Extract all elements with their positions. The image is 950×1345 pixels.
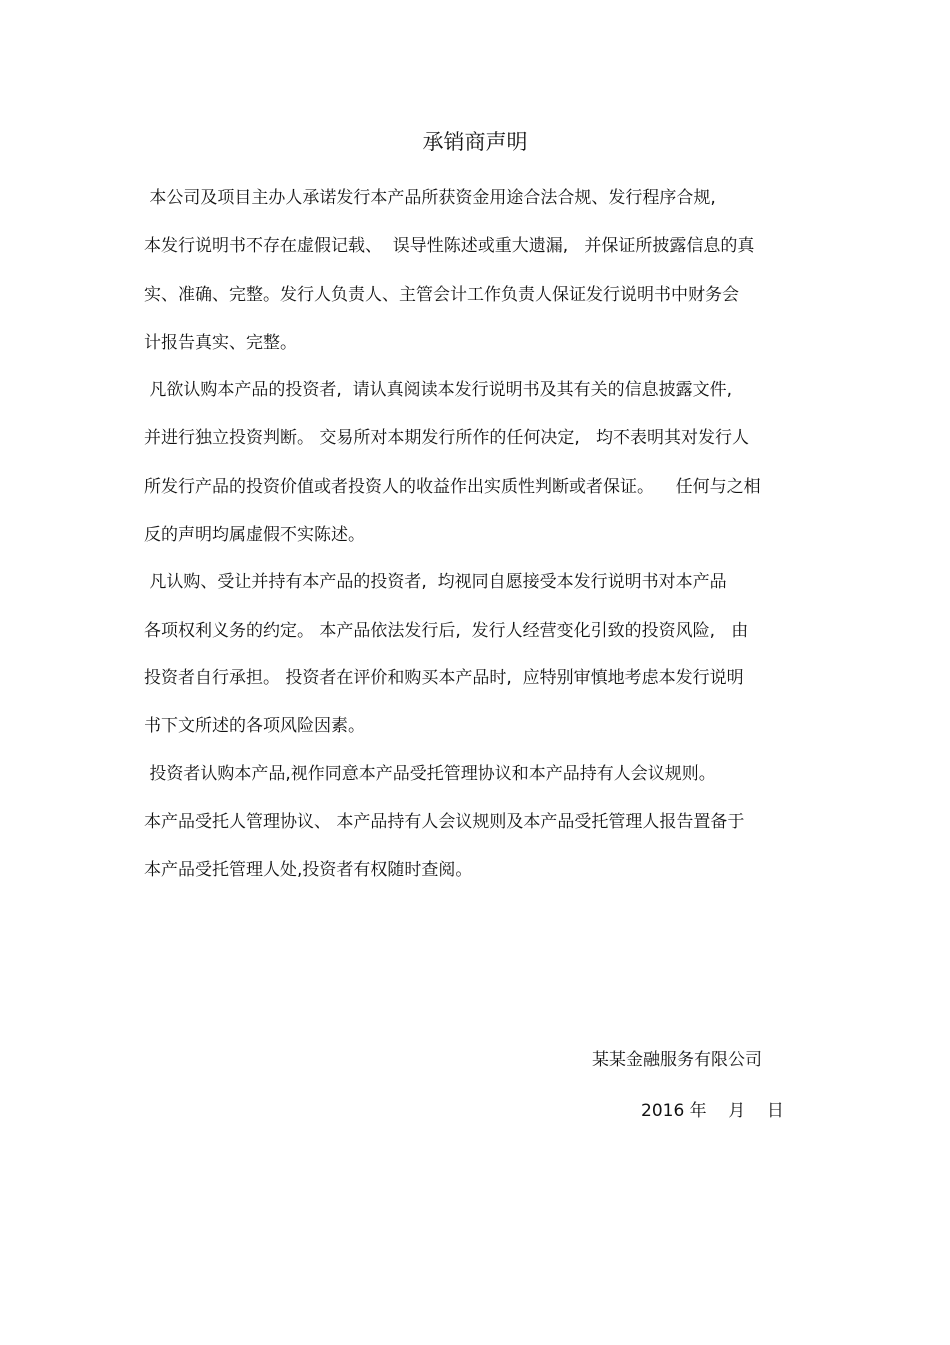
paragraph-2-line-2: 并进行独立投资判断。 交易所对本期发行所作的任何决定, 均不表明其对发行人 <box>144 428 750 448</box>
paragraph-1-line-2: 本发行说明书不存在虚假记载、 误导性陈述或重大遗漏, 并保证所披露信息的真 <box>144 236 755 256</box>
paragraph-4-line-2: 本产品受托人管理协议、 本产品持有人会议规则及本产品受托管理人报告置备于 <box>144 812 745 832</box>
paragraph-2-line-1: 凡欲认购本产品的投资者, 请认真阅读本发行说明书及其有关的信息披露文件, <box>144 380 733 400</box>
paragraph-2-line-4: 反的声明均属虚假不实陈述。 <box>144 525 365 545</box>
paragraph-4-line-3: 本产品受托管理人处,投资者有权随时查阅。 <box>144 860 473 880</box>
paragraph-2-line-3: 所发行产品的投资价值或者投资人的收益作出实质性判断或者保证。 任何与之相 <box>144 477 761 497</box>
paragraph-3-line-2: 各项权利义务的约定。 本产品依法发行后, 发行人经营变化引致的投资风险, 由 <box>144 621 749 641</box>
paragraph-3-line-1: 凡认购、受让并持有本产品的投资者, 均视同自愿接受本发行说明书对本产品 <box>144 572 727 592</box>
paragraph-4-line-1: 投资者认购本产品,视作同意本产品受托管理协议和本产品持有人会议规则。 <box>144 764 716 784</box>
signature-company: 某某金融服务有限公司 <box>592 1050 762 1070</box>
document-title: 承销商声明 <box>422 130 528 154</box>
signature-date: 2016 年 月 日 <box>641 1101 784 1121</box>
paragraph-3-line-4: 书下文所述的各项风险因素。 <box>144 716 365 736</box>
paragraph-1-line-4: 计报告真实、完整。 <box>144 333 297 353</box>
paragraph-3-line-3: 投资者自行承担。 投资者在评价和购买本产品时, 应特别审慎地考虑本发行说明 <box>144 668 744 688</box>
paragraph-1-line-3: 实、准确、完整。发行人负责人、主管会计工作负责人保证发行说明书中财务会 <box>144 285 739 305</box>
paragraph-1-line-1: 本公司及项目主办人承诺发行本产品所获资金用途合法合规、发行程序合规, <box>144 188 716 208</box>
